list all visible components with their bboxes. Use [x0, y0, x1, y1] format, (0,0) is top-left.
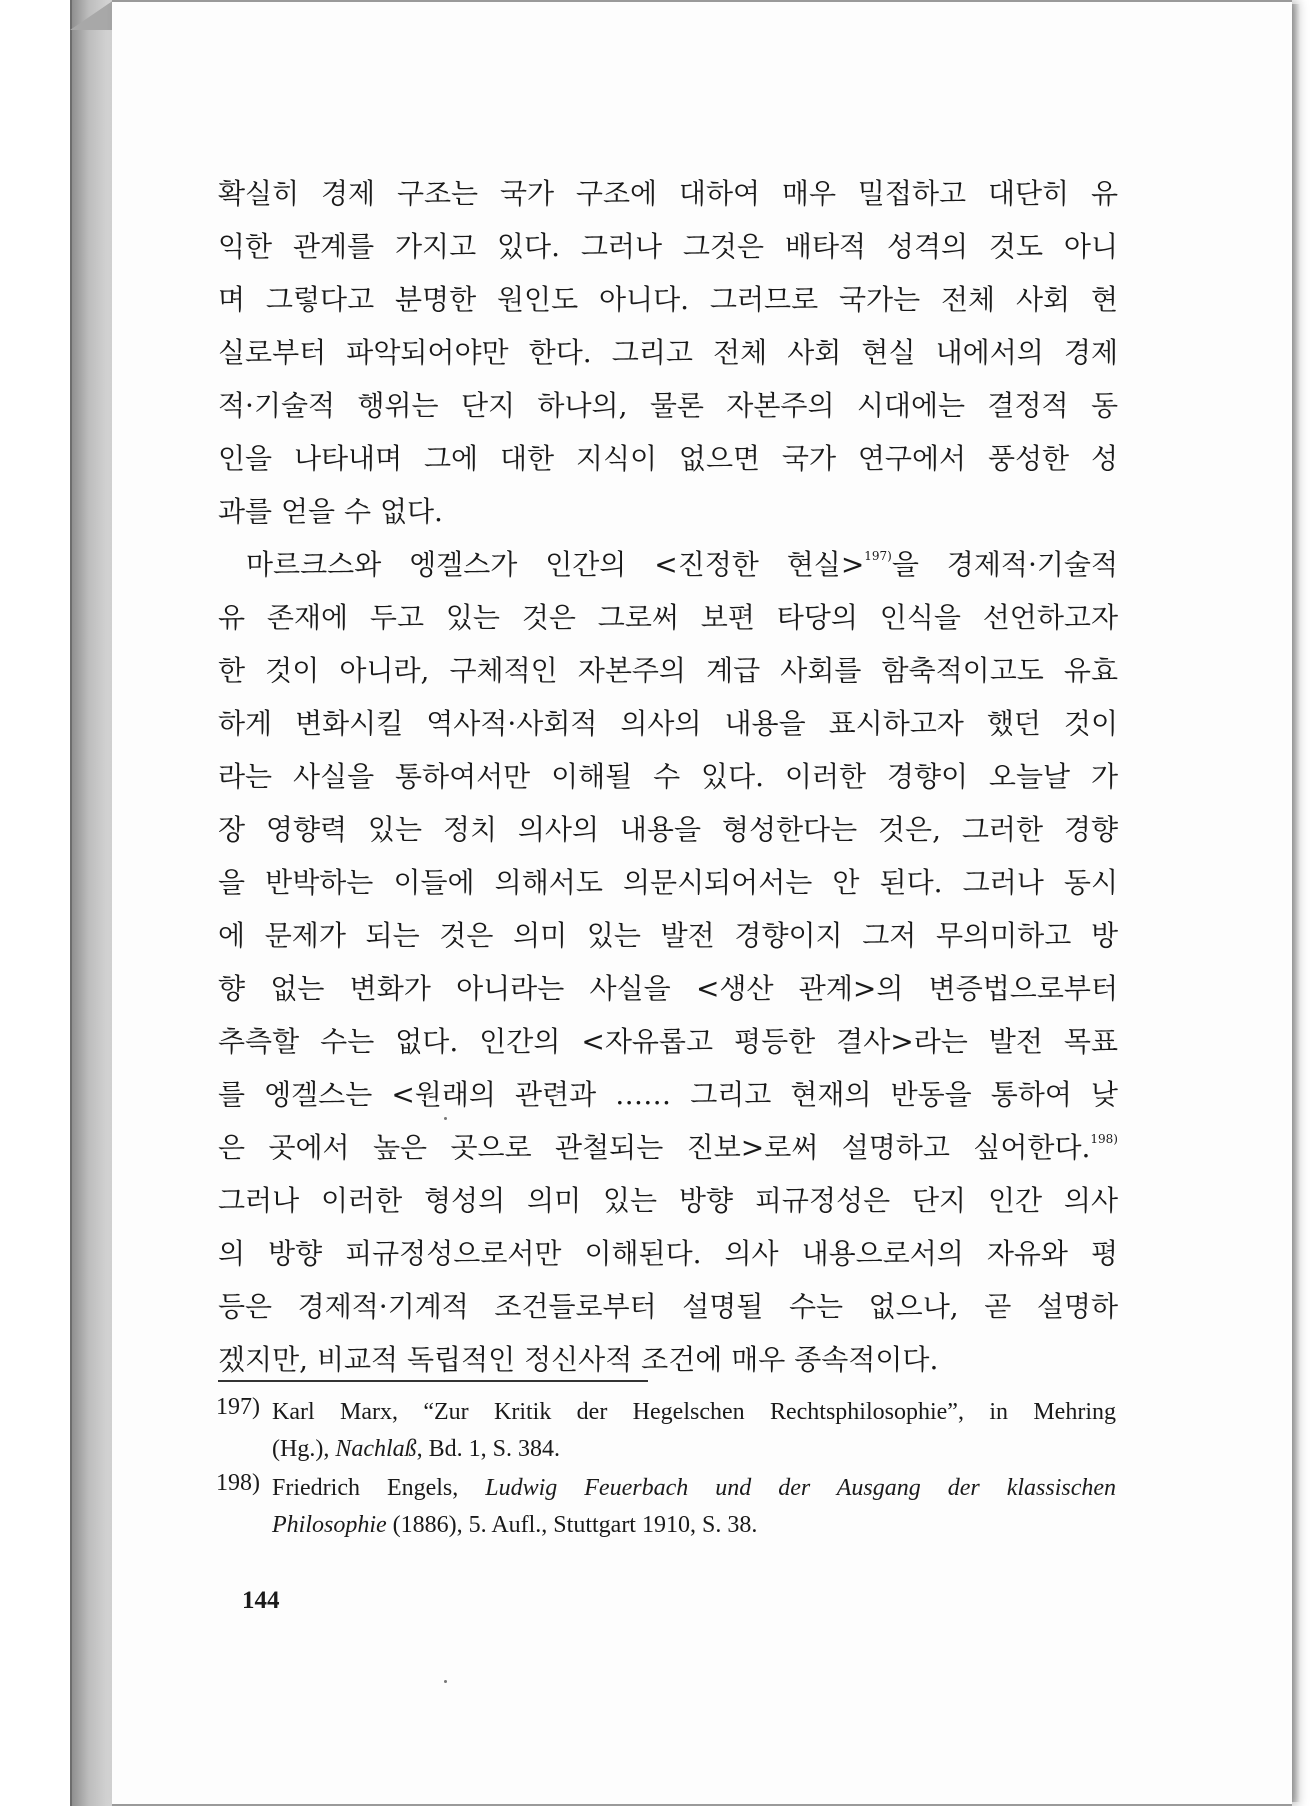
scan-speck: [444, 1680, 447, 1683]
book-spine: [70, 0, 114, 1806]
body-line: [218, 538, 1118, 591]
body-line: 그러나 이러한 형성의 의미 있는 방향 피규정성은 단지 인간 의사: [218, 1184, 1118, 1217]
footnote-ref-198[interactable]: 198): [1090, 1132, 1118, 1146]
body-line: 하게 변화시킬 역사적·사회적 의사의 내용을 표시하고자 했던 것이: [218, 707, 1118, 740]
footnote-italic-title: Ludwig Feuerbach und der Ausgang der klassischen: [485, 1475, 1117, 1501]
book-page: [112, 0, 1292, 1806]
body-line: 실로부터 파악되어야만 한다. 그리고 전체 사회 현실 내에서의 경제: [218, 336, 1118, 369]
body-line-text: 마르크스와 엥겔스가 인간의 <진정한 현실>: [246, 548, 865, 581]
footnote-ref-197[interactable]: 197): [864, 549, 892, 563]
body-line: 의 방향 피규정성으로서만 이해된다. 의사 내용으로서의 자유와 평: [218, 1237, 1118, 1270]
page-number: 144: [242, 1587, 280, 1614]
body-text: [218, 167, 1118, 1386]
footnote-198: [216, 1470, 1116, 1544]
body-line-text: 을 경제적·기술적: [891, 548, 1118, 581]
footnote-number: 197): [216, 1394, 260, 1420]
body-line: 라는 사실을 통하여서만 이해될 수 있다. 이러한 경향이 오늘날 가: [218, 760, 1118, 793]
footnote-body: [272, 1394, 1116, 1468]
footnote-italic-title: Nachlaß: [335, 1436, 417, 1462]
footnote-line: [272, 1431, 1116, 1468]
footnote-text: (1886), 5. Aufl., Stuttgart 1910, S. 38.: [386, 1512, 758, 1538]
footnote-text: (Hg.),: [272, 1436, 336, 1462]
footnote-text: Friedrich Engels,: [272, 1475, 486, 1501]
body-line: 등은 경제적·기계적 조건들로부터 설명될 수는 없으나, 곧 설명하: [218, 1290, 1118, 1323]
body-line: 확실히 경제 구조는 국가 구조에 대하여 매우 밀접하고 대단히 유: [218, 177, 1118, 210]
body-line: 장 영향력 있는 정치 의사의 내용을 형성한다는 것은, 그러한 경향: [218, 813, 1118, 846]
footnote-text: , Bd. 1, S. 384.: [416, 1436, 561, 1462]
body-line: 을 반박하는 이들에 의해서도 의문시되어서는 안 된다. 그러나 동시: [218, 866, 1118, 899]
footnotes: [216, 1394, 1116, 1546]
body-line: 추측할 수는 없다. 인간의 <자유롭고 평등한 결사>라는 발전 목표: [218, 1025, 1118, 1058]
footnote-line: [272, 1507, 1116, 1544]
scan-speck: [444, 1117, 447, 1120]
body-line: 겠지만, 비교적 독립적인 정신사적 조건에 매우 종속적이다.: [218, 1343, 939, 1376]
footnote-italic-title: Philosophie: [272, 1512, 387, 1538]
footnote-197: [216, 1394, 1116, 1468]
body-line: [218, 1121, 1118, 1174]
body-line: 익한 관계를 가지고 있다. 그러나 그것은 배타적 성격의 것도 아니: [218, 230, 1118, 263]
body-line: 한 것이 아니라, 구체적인 자본주의 계급 사회를 함축적이고도 유효: [218, 654, 1118, 687]
body-line: 과를 얻을 수 없다.: [218, 495, 443, 528]
body-line: 며 그렇다고 분명한 원인도 아니다. 그러므로 국가는 전체 사회 현: [218, 283, 1118, 316]
footnote-body: [272, 1470, 1116, 1544]
footnote-line: Karl Marx, “Zur Kritik der Hegelschen Rechtsphilosophie”, in Mehring: [272, 1399, 1116, 1425]
footnote-number: 198): [216, 1470, 260, 1496]
body-line: 적·기술적 행위는 단지 하나의, 물론 자본주의 시대에는 결정적 동: [218, 389, 1118, 422]
footnote-line: [272, 1470, 1116, 1507]
body-line: 를 엥겔스는 <원래의 관련과 …… 그리고 현재의 반동을 통하여 낮: [218, 1078, 1118, 1111]
body-line: 향 없는 변화가 아니라는 사실을 <생산 관계>의 변증법으로부터: [218, 972, 1118, 1005]
footnote-divider: [218, 1380, 648, 1382]
page-edge-shadow: [1292, 4, 1300, 1802]
body-line: 인을 나타내며 그에 대한 지식이 없으면 국가 연구에서 풍성한 성: [218, 442, 1118, 475]
body-line: 유 존재에 두고 있는 것은 그로써 보편 타당의 인식을 선언하고자: [218, 601, 1118, 634]
body-line: 에 문제가 되는 것은 의미 있는 발전 경향이지 그저 무의미하고 방: [218, 919, 1118, 952]
body-line-text: 은 곳에서 높은 곳으로 관철되는 진보>로써 설명하고 싶어한다.: [218, 1131, 1091, 1164]
